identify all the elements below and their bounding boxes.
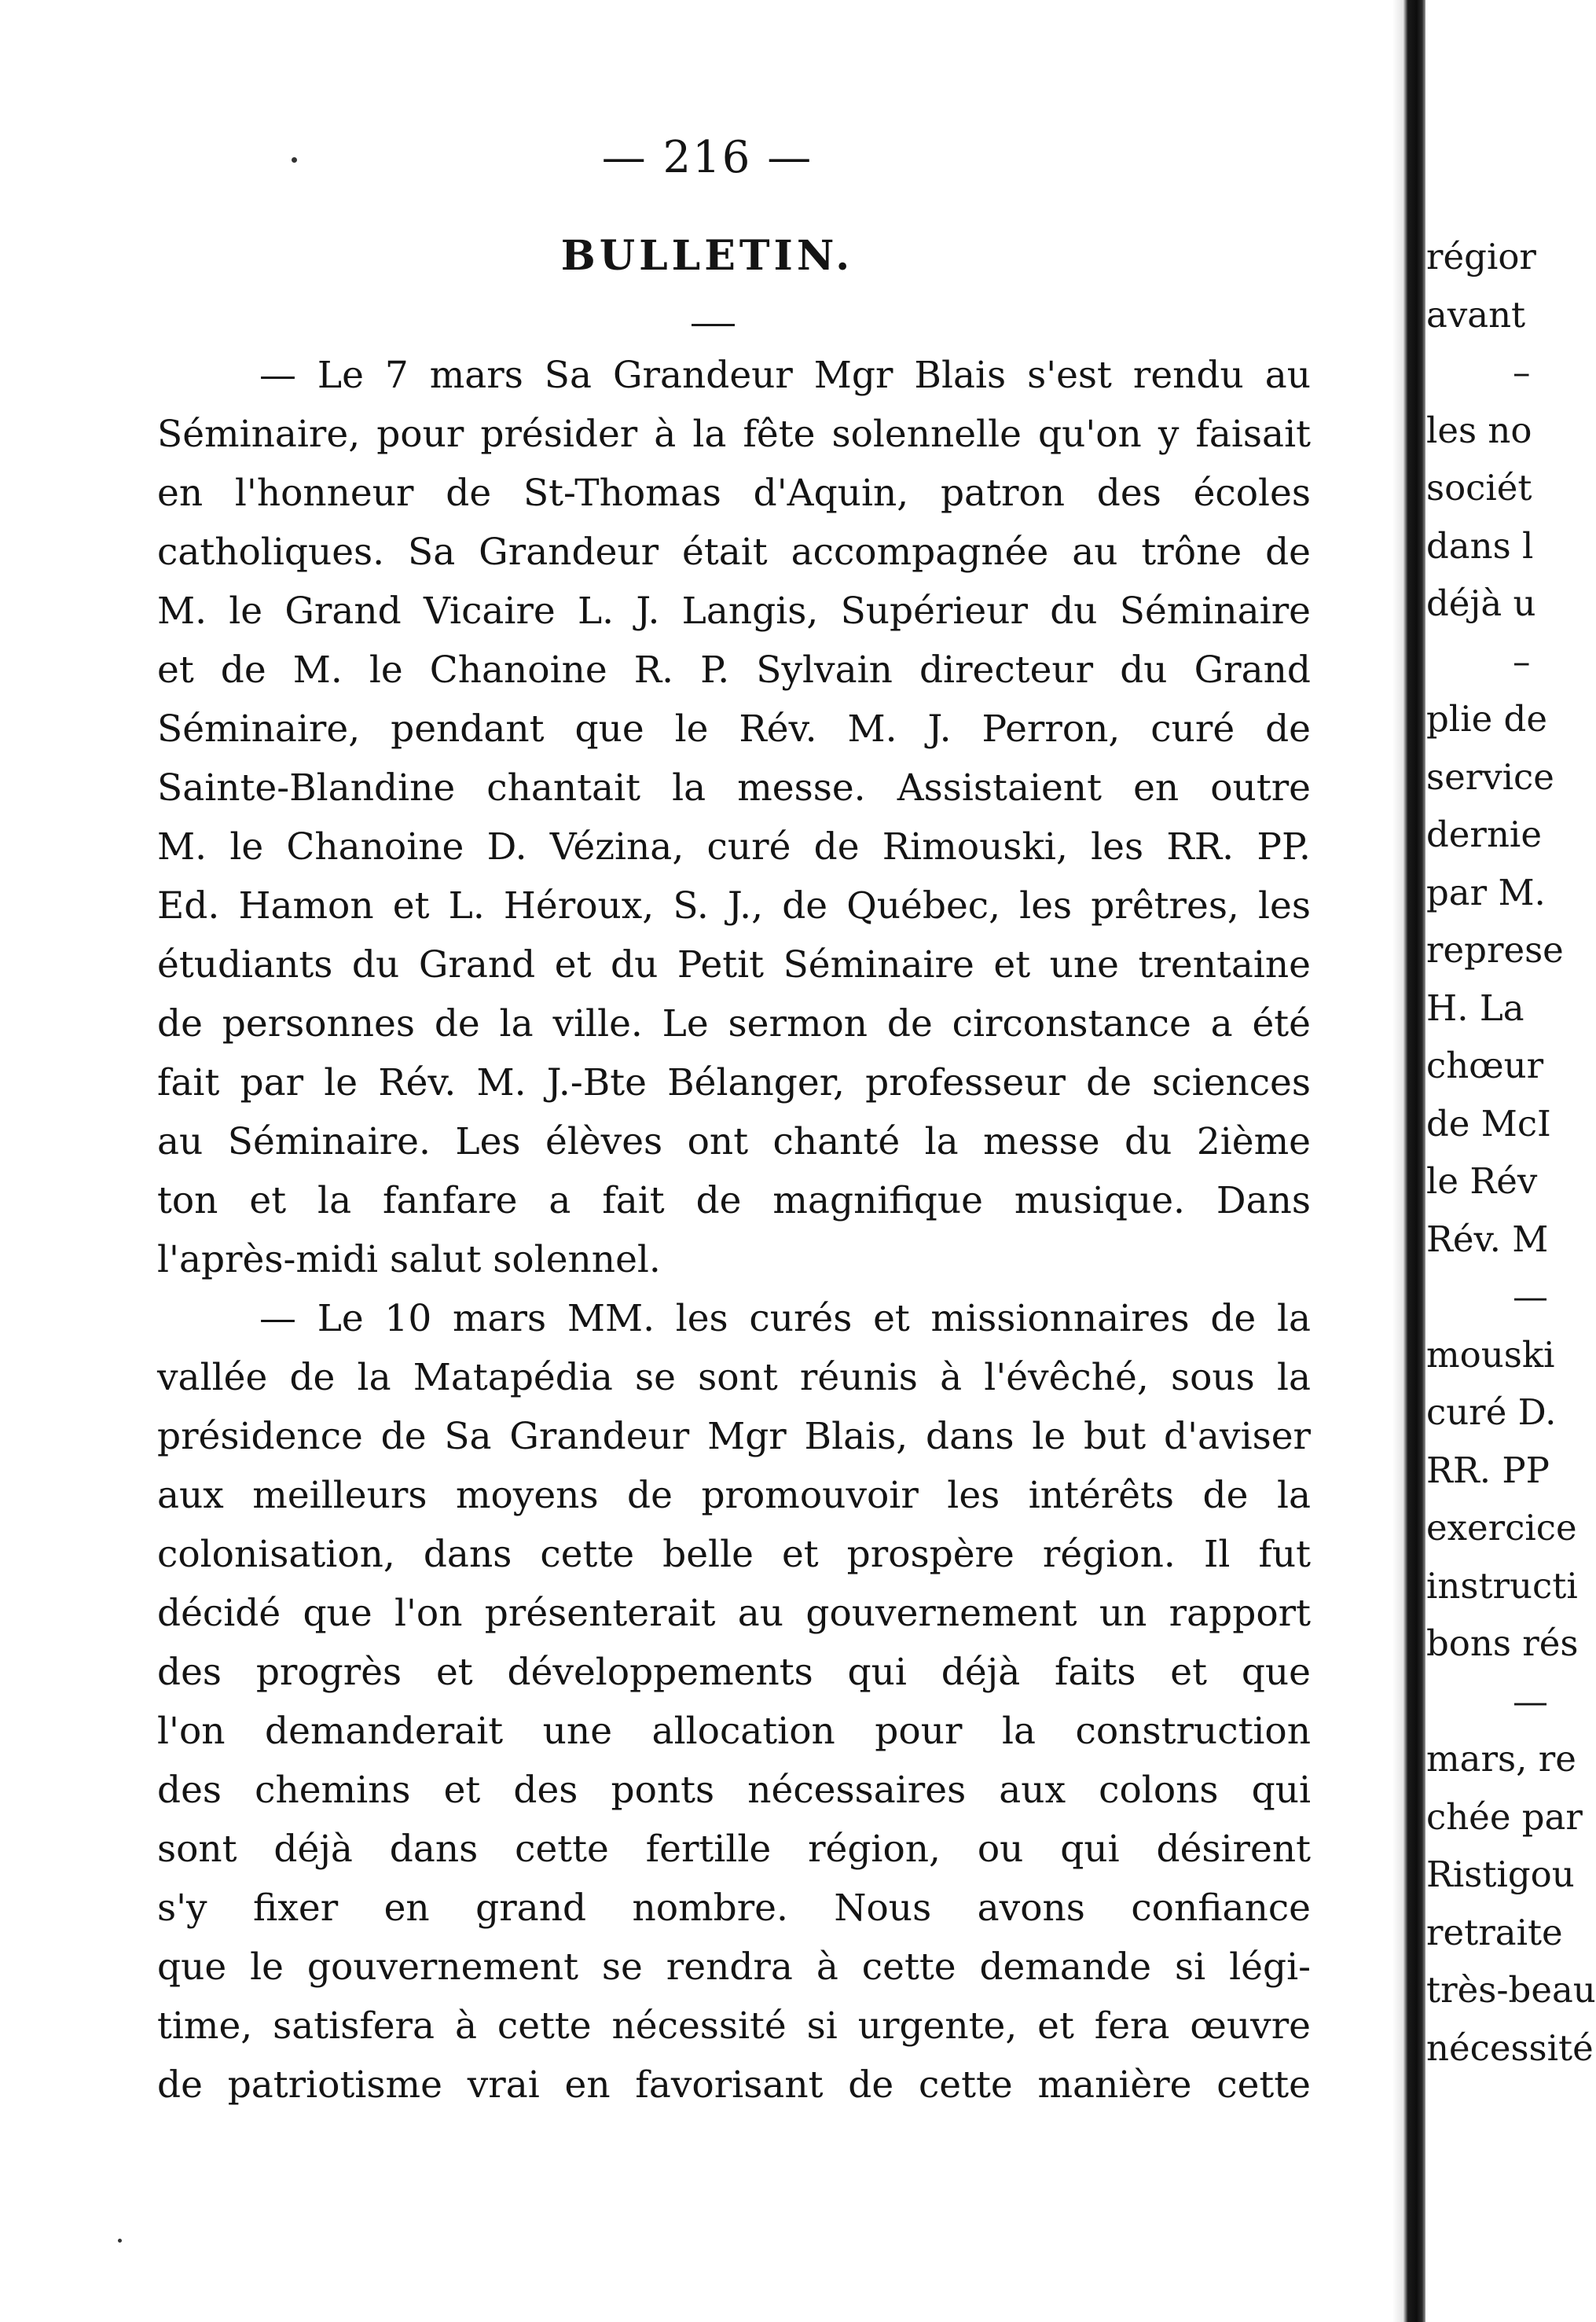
text-line: décidé que l'on présenterait au gouvernement un rapport	[157, 1592, 1311, 1635]
adjacent-line: –	[1513, 640, 1531, 682]
adjacent-line: H. La	[1426, 986, 1524, 1029]
title-rule	[692, 324, 735, 326]
adjacent-line: sociét	[1426, 467, 1532, 509]
article-body	[157, 346, 1311, 2114]
text-line: aux meilleurs moyens de promouvoir les intérêts de la	[157, 1474, 1311, 1517]
adjacent-line: Ristigou	[1426, 1854, 1575, 1895]
text-line: des progrès et développements qui déjà faits et que	[157, 1651, 1311, 1694]
adjacent-line: le Rév	[1426, 1160, 1538, 1202]
adjacent-line: retraite	[1426, 1911, 1563, 1953]
paragraph-matapedia	[157, 1289, 1311, 2114]
adjacent-line: régior	[1426, 236, 1536, 277]
text-line: de personnes de la ville. Le sermon de circonstance a été	[157, 1002, 1311, 1045]
section-title: BULLETIN.	[560, 232, 854, 280]
text-line: vallée de la Matapédia se sont réunis à l'évêché, sous la	[157, 1356, 1311, 1399]
adjacent-line: represe	[1426, 929, 1564, 971]
text-line: catholiques. Sa Grandeur était accompagnée au trône de	[157, 531, 1311, 574]
text-line: Sainte-Blandine chantait la messe. Assistaient en outre	[157, 766, 1311, 810]
binding-gutter	[1403, 0, 1425, 2322]
text-line: des chemins et des ponts nécessaires aux colons qui	[157, 1769, 1311, 1812]
text-line: en l'honneur de St-Thomas d'Aquin, patron des écoles	[157, 472, 1311, 515]
adjacent-line: Rév. M	[1426, 1218, 1549, 1260]
text-line: que le gouvernement se rendra à cette demande si légi-	[157, 1945, 1311, 1989]
text-line: de patriotisme vrai en favorisant de cette manière cette	[157, 2063, 1311, 2107]
adjacent-line: –	[1513, 351, 1531, 393]
adjacent-line: avant	[1426, 293, 1526, 336]
adjacent-line: instructi	[1426, 1564, 1578, 1607]
text-line: Séminaire, pendant que le Rév. M. J. Perron, curé de	[157, 707, 1311, 751]
adjacent-line: bons rés	[1426, 1622, 1579, 1664]
text-line: fait par le Rév. M. J.-Bte Bélanger, professeur de sciences	[157, 1061, 1311, 1104]
text-line: et de M. le Chanoine R. P. Sylvain directeur du Grand	[157, 648, 1311, 692]
text-line: M. le Chanoine D. Vézina, curé de Rimouski, les RR. PP.	[157, 825, 1311, 869]
adjacent-line: mars, re	[1426, 1738, 1576, 1780]
adjacent-line: les no	[1426, 409, 1532, 451]
adjacent-line: —	[1513, 1680, 1548, 1722]
adjacent-line: plie de	[1426, 698, 1547, 740]
adjacent-line: chœur	[1426, 1045, 1544, 1086]
adjacent-line: chée par	[1426, 1795, 1583, 1838]
adjacent-line: curé D.	[1426, 1391, 1557, 1433]
paragraph-st-thomas	[157, 346, 1311, 1289]
page-number: — 216 —	[601, 132, 813, 183]
text-line: présidence de Sa Grandeur Mgr Blais, dans le but d'aviser	[157, 1415, 1311, 1458]
text-line: s'y fixer en grand nombre. Nous avons confiance	[157, 1887, 1311, 1930]
speck-mark	[118, 2239, 122, 2243]
text-line: M. le Grand Vicaire L. J. Langis, Supérieur du Séminaire	[157, 590, 1311, 633]
adjacent-line: très-beau	[1426, 1969, 1596, 2011]
text-line: — Le 7 mars Sa Grandeur Mgr Blais s'est rendu au	[259, 354, 1311, 397]
adjacent-line: par M.	[1426, 871, 1546, 913]
adjacent-line: dernie	[1426, 814, 1542, 855]
text-line: au Séminaire. Les élèves ont chanté la messe du 2ième	[157, 1120, 1311, 1163]
adjacent-line: de McI	[1426, 1102, 1551, 1144]
adjacent-line: dans l	[1426, 524, 1534, 567]
text-line: sont déjà dans cette fertille région, ou qui désirent	[157, 1828, 1311, 1871]
adjacent-page-column	[1426, 228, 1596, 2077]
text-line: ton et la fanfare a fait de magnifique musique. Dans	[157, 1179, 1311, 1222]
adjacent-line: exercice	[1426, 1507, 1577, 1549]
adjacent-line: RR. PP	[1426, 1449, 1550, 1491]
adjacent-line: service	[1426, 755, 1554, 798]
text-line: colonisation, dans cette belle et prospère région. Il fut	[157, 1533, 1311, 1576]
adjacent-line: déjà u	[1426, 582, 1536, 624]
adjacent-line: mouski	[1426, 1333, 1555, 1376]
text-line: Ed. Hamon et L. Héroux, S. J., de Québec, les prêtres, les	[157, 884, 1311, 928]
text-line: Séminaire, pour présider à la fête solennelle qu'on y faisait	[157, 413, 1311, 456]
text-line: time, satisfera à cette nécessité si urgente, et fera œuvre	[157, 2004, 1311, 2048]
text-line: étudiants du Grand et du Petit Séminaire et une trentaine	[157, 943, 1311, 986]
text-line: l'on demanderait une allocation pour la construction	[157, 1710, 1311, 1753]
text-line: — Le 10 mars MM. les curés et missionnaires de la	[259, 1297, 1311, 1340]
text-line: l'après-midi salut solennel.	[157, 1238, 661, 1281]
adjacent-line: —	[1513, 1276, 1548, 1317]
adjacent-line: nécessité	[1426, 2026, 1594, 2069]
